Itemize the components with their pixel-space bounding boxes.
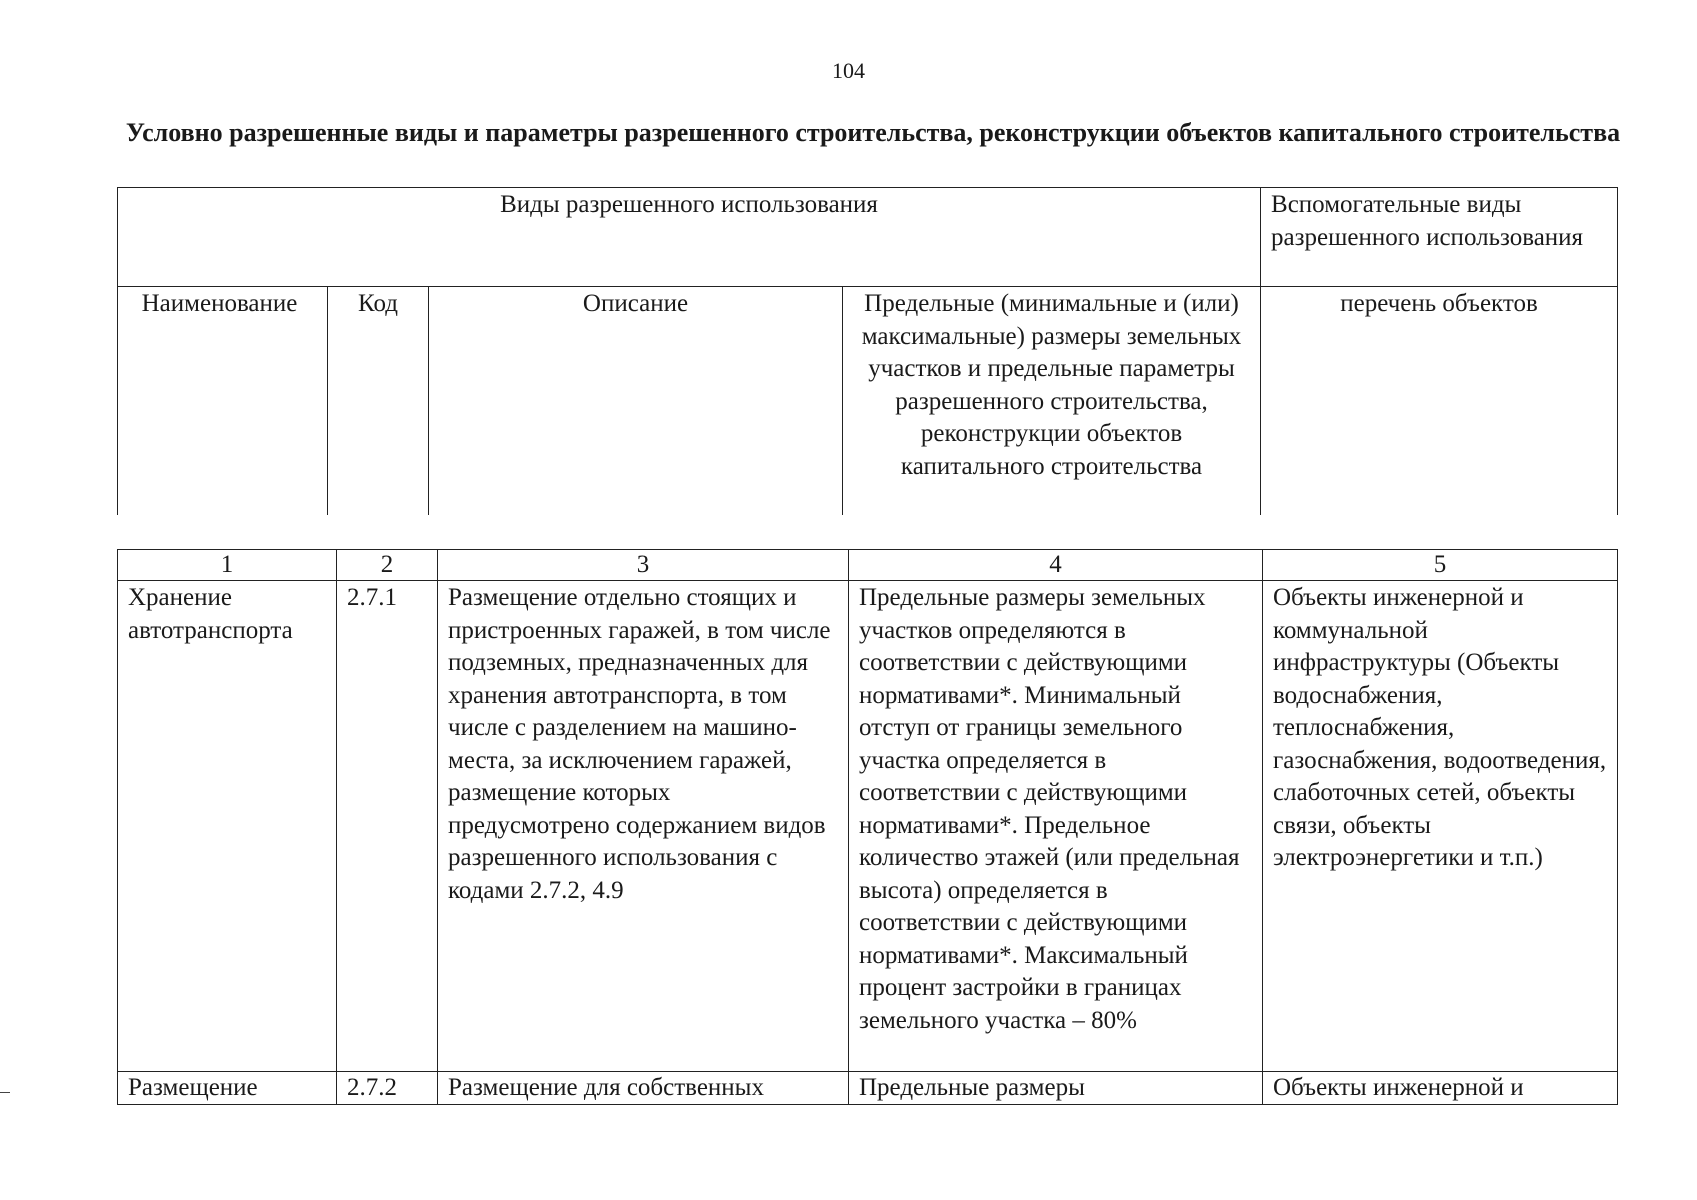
data-table — [117, 549, 1618, 1105]
cell-code: 2.7.1 — [337, 581, 438, 1072]
column-number-row — [118, 550, 1618, 581]
header-col-code: Код — [328, 287, 429, 516]
header-group-main: Виды разрешенного использования — [118, 188, 1261, 287]
cell-description: Размещение для собственных — [438, 1072, 849, 1105]
table-row — [118, 1072, 1618, 1105]
header-col-name: Наименование — [118, 287, 328, 516]
cell-objects: Объекты инженерной и — [1263, 1072, 1618, 1105]
cell-code: 2.7.2 — [337, 1072, 438, 1105]
cell-name: Размещение — [118, 1072, 337, 1105]
column-number: 3 — [438, 550, 849, 581]
header-columns-row — [118, 287, 1618, 516]
page-title: Условно разрешенные виды и параметры разрешенного строительства, реконструкции объектов капитального строительства — [125, 118, 1621, 147]
header-table — [117, 187, 1618, 515]
margin-mark — [0, 1092, 10, 1093]
cell-parameters: Предельные размеры — [849, 1072, 1263, 1105]
header-group-aux: Вспомогательные виды разрешенного использования — [1261, 188, 1618, 287]
cell-name: Хранение автотранспорта — [118, 581, 337, 1072]
header-group-row — [118, 188, 1618, 287]
column-number: 1 — [118, 550, 337, 581]
cell-parameters: Предельные размеры земельных участков определяются в соответствии с действующими нормативами*. Минимальный отступ от границы земельного участка определяется в соответствии с действующими нормативами*. Предельное количество этажей (или предельная высота) определяется в соответствии с действующими нормативами*. Максимальный процент застройки в границах земельного участка – 80% — [849, 581, 1263, 1072]
cell-description: Размещение отдельно стоящих и пристроенных гаражей, в том числе подземных, предназначенных для хранения автотранспорта, в том числе с разделением на машино-места, за исключением гаражей, размещение которых предусмотрено содержанием видов разрешенного использования с кодами 2.7.2, 4.9 — [438, 581, 849, 1072]
column-number: 5 — [1263, 550, 1618, 581]
page-number: 104 — [832, 58, 865, 83]
header-col-objects: перечень объектов — [1261, 287, 1618, 516]
column-number: 2 — [337, 550, 438, 581]
column-number: 4 — [849, 550, 1263, 581]
table-row — [118, 581, 1618, 1072]
cell-objects: Объекты инженерной и коммунальной инфраструктуры (Объекты водоснабжения, теплоснабжения, газоснабжения, водоотведения, слаботочных сетей, объекты связи, объекты электроэнергетики и т.п.) — [1263, 581, 1618, 1072]
header-col-description: Описание — [429, 287, 843, 516]
header-col-parameters: Предельные (минимальные и (или) максимальные) размеры земельных участков и предельные параметры разрешенного строительства, реконструкции объектов капитального строительства — [843, 287, 1261, 516]
